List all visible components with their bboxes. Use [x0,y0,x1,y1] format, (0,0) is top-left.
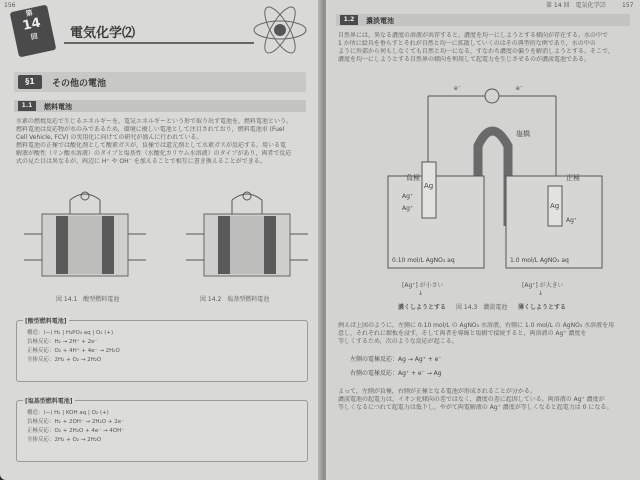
right-page-number: 157 [622,2,634,9]
chapter-suffix: 回 [29,32,39,42]
acid-structure: 構造：(−) H₂ | H₃PO₄ aq | O₂ (+) [27,330,114,336]
base-box-title: [塩基型燃料電池] [25,398,73,405]
figure3-caption: 図 14.3 濃淡電池 [456,304,508,311]
text-line: 等しくなるにつれて起電力は低下し，やがて両電解液の Ag⁺ 濃度が等しくなると起電力は 0 になる。 [338,404,613,411]
left-solution-label: 0.10 mol/L AgNO₃ aq [392,257,455,264]
right-electrode-label: Ag [550,202,560,210]
acid-box-title: [酸型燃料電池] [25,318,67,325]
title-underline [64,42,254,44]
intro-text [16,118,308,166]
right-electrode-reaction: 右側の電極反応：Ag⁺ + e⁻ → Ag [350,370,442,377]
acid-cell-summary-box [16,320,308,382]
electron-left-label: e⁻ [454,85,461,92]
text-line: 濃淡電池の起電力は，イオン化傾向の差ではなく，濃度の差に起因している。両溶液の Ag⁺ 濃度が [338,396,605,403]
text-line: 例えば上図のように，左側に 0.10 mol/L の AgNO₃ 水溶液，右側に 1.0 mol/L の AgNO₃ 水溶液を用 [338,322,615,329]
electron-right-label: e⁻ [516,85,523,92]
right-concentration-label: [Ag⁺] が大きい [522,282,564,289]
acid-fuel-cell-figure [20,190,150,290]
atom-icon [250,6,310,54]
left-goal-label: 濃くしようとする [398,304,447,311]
text-line: 等しくするため，次のような反応が起こる。 [338,338,458,345]
down-arrow-icon: ↓ [418,290,424,297]
base-cell-summary-box [16,400,308,462]
subsection-title: 濃淡電池 [366,17,394,25]
text-line: 燃料電池は反応物が水のみであるため，環境に優しい電池として注目されており，燃料電池車 (Fuel [16,126,285,133]
text-line: 自然界には，異なる濃度の溶液が共存すると，濃度を均一にしようとする傾向が存在する。水の中で [338,32,609,39]
right-goal-label: 薄くしようとする [518,304,567,311]
text-line: 水素の燃焼反応で生じるエネルギーを，電気エネルギーという形で取り出す電池を，燃料電池という。 [16,118,293,125]
base-anode-reaction: 負極反応：H₂ + 2OH⁻ → 2H₂O + 2e⁻ [27,419,124,425]
explanation-text [338,322,630,346]
down-arrow-icon: ↓ [538,290,544,297]
chapter-badge [10,5,57,58]
text-line: 意し，それぞれに銀板を浸す。そして両者を導線と塩橋で接続すると，両溶液の Ag⁺ 濃度を [338,330,587,337]
conclusion-text [338,388,630,412]
text-line: よって，左側が負極，右側が正極となる電池が形成されることが分かる。 [338,388,536,395]
text-line: Cell Vehicle, FCV) の実用化に向けての研究が盛んに行われている。 [16,134,203,141]
subsection-title: 燃料電池 [44,103,72,111]
figure1-caption: 図 14.1 酸型燃料電池 [56,296,120,303]
text-line: 1 か所に絵具を垂らすとそれが自然と均一に拡散していくのはその典型的な例であり，水の中の [338,40,596,47]
left-page-number: 156 [4,2,16,9]
left-electrode-label: Ag [424,182,434,190]
text-line: 解液が酸性（リン酸水溶液）のタイプと塩基性（水酸化カリウム水溶液）のタイプがあり，両者で反応 [16,150,292,157]
running-header: 第 14 回 電気化学⑵ [546,2,606,9]
acid-overall-reaction: 全体反応：2H₂ + O₂ → 2H₂O [27,357,102,363]
subsection-number: 1.2 [340,15,358,25]
base-fuel-cell-figure [182,190,312,290]
text-line: 燃料電池の正極では酸化剤として酸素ガスが，負極では還元剤として水素ガスが反応する。用いる電 [16,142,287,149]
left-electrode-reaction: 左側の電極反応：Ag → Ag⁺ + e⁻ [350,356,442,363]
salt-bridge-label: 塩橋 [516,130,530,138]
cathode-label: 正極 [566,174,580,182]
text-line: 式の見た目は異なるが，両辺に H⁺ や OH⁻ を加えることで相互に書き換えることができる。 [16,158,266,165]
concentration-cell-diagram [366,76,606,276]
anode-label: 負極 [406,174,420,182]
left-concentration-label: [Ag⁺] が小さい [402,282,444,289]
subsection-number: 1.1 [18,101,36,111]
chapter-title: 電気化学⑵ [70,26,136,41]
figure2-caption: 図 14.2 塩基型燃料電池 [200,296,270,303]
ion-label: Ag⁺ [402,193,414,200]
chapter-number: 14 [21,15,43,34]
text-line: ように外部から何もしなくても自然と均一になる，すなわち濃度の偏りを解消しようとする。そこで， [338,48,614,55]
base-cathode-reaction: 正極反応：O₂ + 2H₂O + 4e⁻ → 4OH⁻ [27,428,125,434]
section-number: §1 [18,75,42,89]
chapter-label: 第 [25,8,34,19]
right-page [326,0,640,480]
base-structure: 構造：(−) H₂ | KOH aq | O₂ (+) [27,410,109,416]
text-line: 濃度を均一にしようとする自然界の傾向を利用して起電力を生じさせるのが濃淡電池である。 [338,56,591,63]
acid-anode-reaction: 負極反応：H₂ → 2H⁺ + 2e⁻ [27,339,98,345]
intro-text [338,32,630,64]
ion-label: Ag⁺ [566,217,578,224]
ion-label: Ag⁺ [402,205,414,212]
right-solution-label: 1.0 mol/L AgNO₃ aq [510,257,569,264]
acid-cathode-reaction: 正極反応：O₂ + 4H⁺ + 4e⁻ → 2H₂O [27,348,120,354]
base-overall-reaction: 全体反応：2H₂ + O₂ → 2H₂O [27,437,102,443]
section-title: その他の電池 [52,79,107,89]
